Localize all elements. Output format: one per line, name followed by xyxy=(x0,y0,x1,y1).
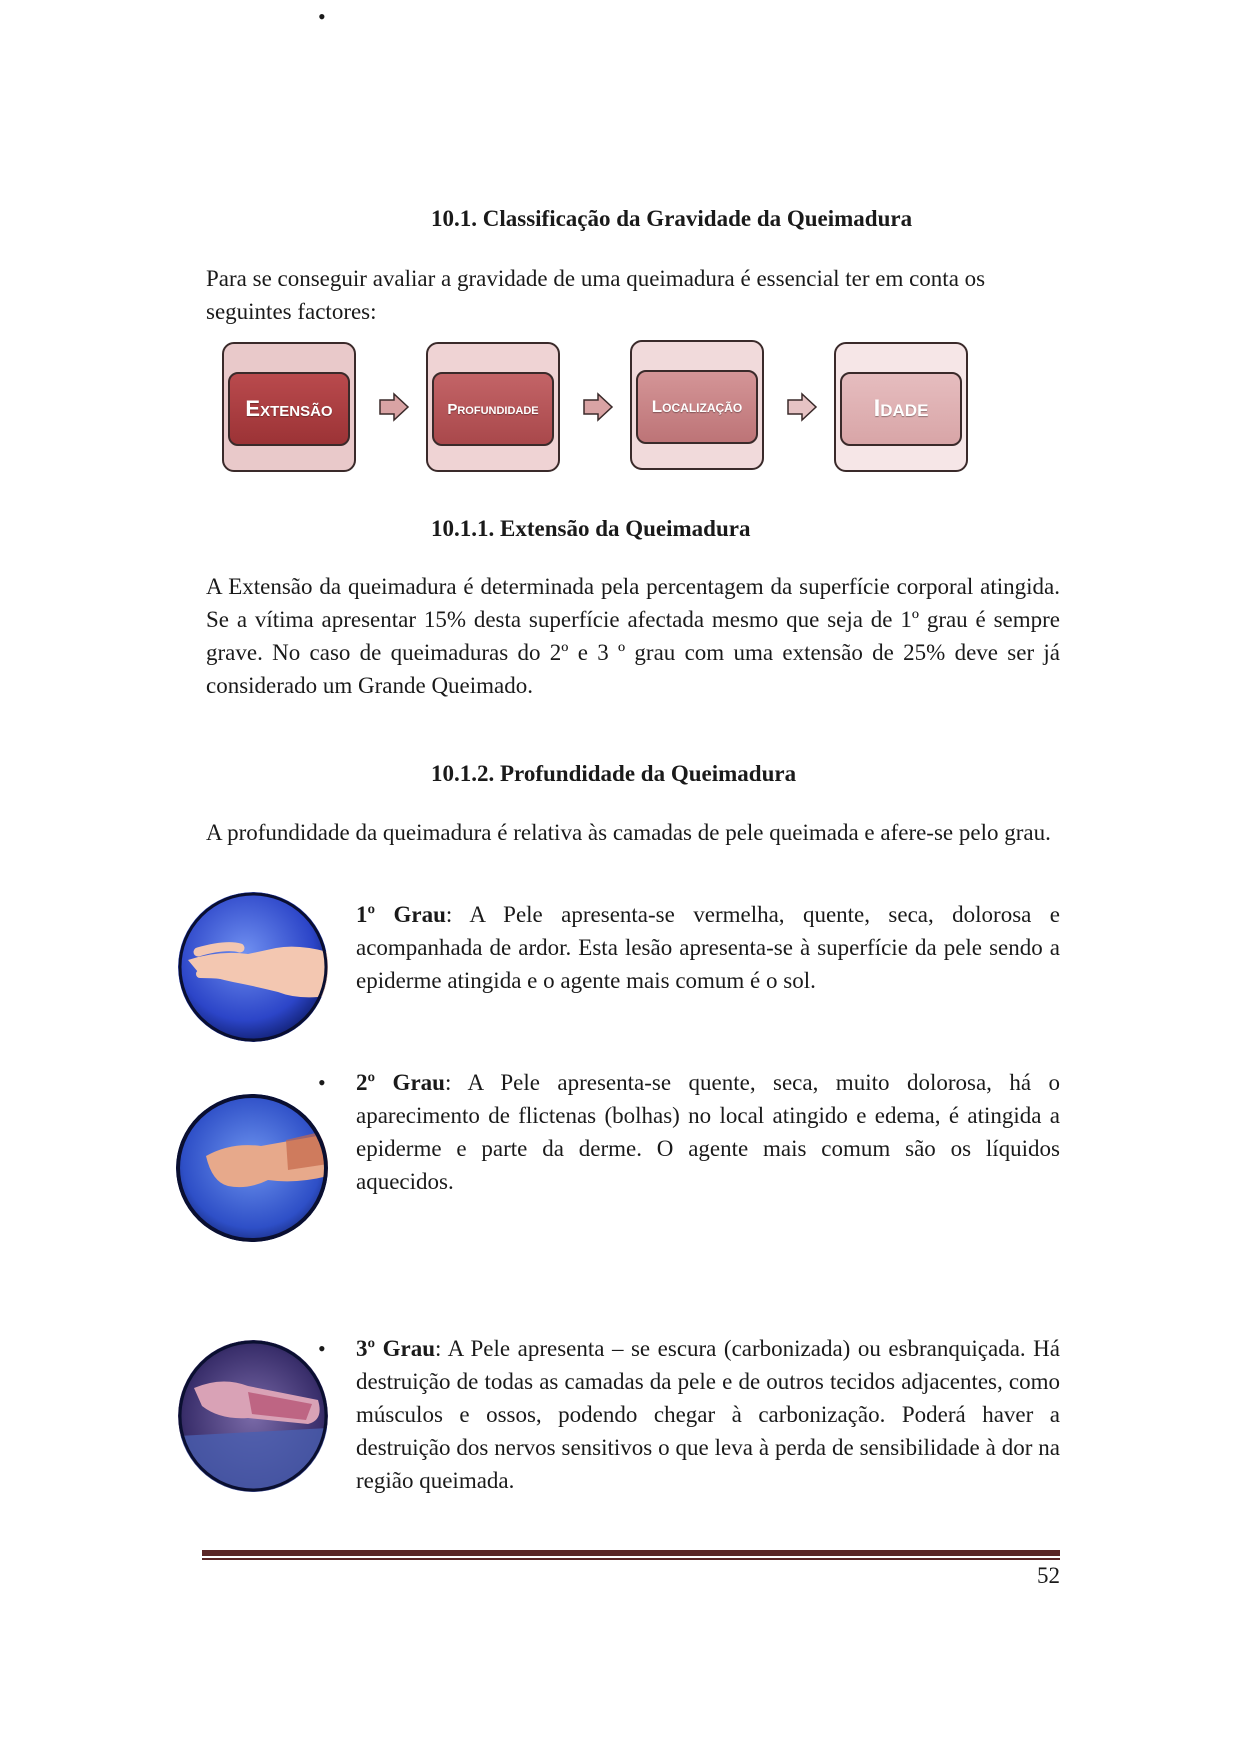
bullet-icon: • xyxy=(318,1070,326,1095)
factor-profundidade xyxy=(432,372,554,446)
factor-localizacao xyxy=(636,370,758,444)
grade-2-item xyxy=(356,1066,1060,1198)
factor-localizacao-label: Localização xyxy=(651,397,743,416)
bullet-icon: • xyxy=(318,1336,326,1361)
factor-idade-box xyxy=(834,342,968,472)
profundidade-heading: 10.1.2. Profundidade da Queimadura xyxy=(431,761,797,786)
bullet-icon: • xyxy=(318,4,326,29)
grade-2-text: A Pele apresenta-se quente, seca, muito dolorosa, há o aparecimento de flictenas (bolhas) no local atingido e edema, é atingida a epiderme e parte da derme. O agente mais comum são os líquidos aquecidos. xyxy=(356,1070,1061,1194)
third-degree-burn-photo xyxy=(178,1340,328,1492)
profundidade-paragraph: A profundidade da queimadura é relativa às camadas de pele queimada e afere-se pelo grau. xyxy=(206,820,1051,845)
first-degree-burn-photo xyxy=(178,892,328,1042)
arrow-icon xyxy=(582,391,614,423)
factor-profundidade-label: Profundidade xyxy=(447,400,539,418)
factor-extensao-box xyxy=(222,342,356,472)
grade-1-term: 1º Grau xyxy=(356,902,446,927)
section-heading: 10.1. Classificação da Gravidade da Queimadura xyxy=(431,206,913,231)
grade-3-term: 3º Grau xyxy=(356,1336,435,1361)
factor-extensao xyxy=(228,372,350,446)
footer-rule-thick xyxy=(202,1550,1060,1556)
arrow-icon xyxy=(378,391,410,423)
extensao-paragraph: A Extensão da queimadura é determinada pela percentagem da superfície corporal atingida. Se a vítima apresentar 15% desta superfície afectada mesmo que seja de 1º grau é sempre grave. No caso de queimaduras do 2º e 3 º grau com uma extensão de 25% deve ser já considerado um Grande Queimado. xyxy=(206,574,1060,698)
page-number: 52 xyxy=(1037,1563,1060,1588)
factor-idade xyxy=(840,372,962,446)
grade-2-term: 2º Grau xyxy=(356,1070,445,1095)
grade-3-colon: : xyxy=(435,1336,448,1361)
second-degree-burn-photo xyxy=(176,1094,328,1242)
arrow-icon xyxy=(786,391,818,423)
grade-3-text: A Pele apresenta – se escura (carbonizada) ou esbranquiçada. Há destruição de todas as camadas da pele e de outros tecidos adjacentes, como músculos e ossos, podendo chegar à carbonização. Poderá haver a destruição dos nervos sensitivos o que leva à perda de sensibilidade à dor na região queimada. xyxy=(356,1336,1060,1493)
grade-2-colon: : xyxy=(444,1070,468,1095)
factor-localizacao-box xyxy=(630,340,764,470)
grade-1-text: A Pele apresenta-se vermelha, quente, seca, dolorosa e acompanhada de ardor. Esta lesão apresenta-se à superfície da pele sendo a epiderme atingida e o agente mais comum é o sol. xyxy=(356,902,1060,993)
factor-profundidade-box xyxy=(426,342,560,472)
grade-1-item xyxy=(356,898,1060,997)
factor-idade-label: Idade xyxy=(873,395,929,422)
extensao-heading: 10.1.1. Extensão da Queimadura xyxy=(431,516,751,541)
footer-rule-thin xyxy=(202,1558,1060,1560)
grade-3-item xyxy=(356,1332,1060,1497)
grade-1-colon: : xyxy=(445,902,470,927)
intro-paragraph: Para se conseguir avaliar a gravidade de uma queimadura é essencial ter em conta os seguintes factores: xyxy=(206,266,986,324)
factor-extensao-label: Extensão xyxy=(245,396,333,421)
